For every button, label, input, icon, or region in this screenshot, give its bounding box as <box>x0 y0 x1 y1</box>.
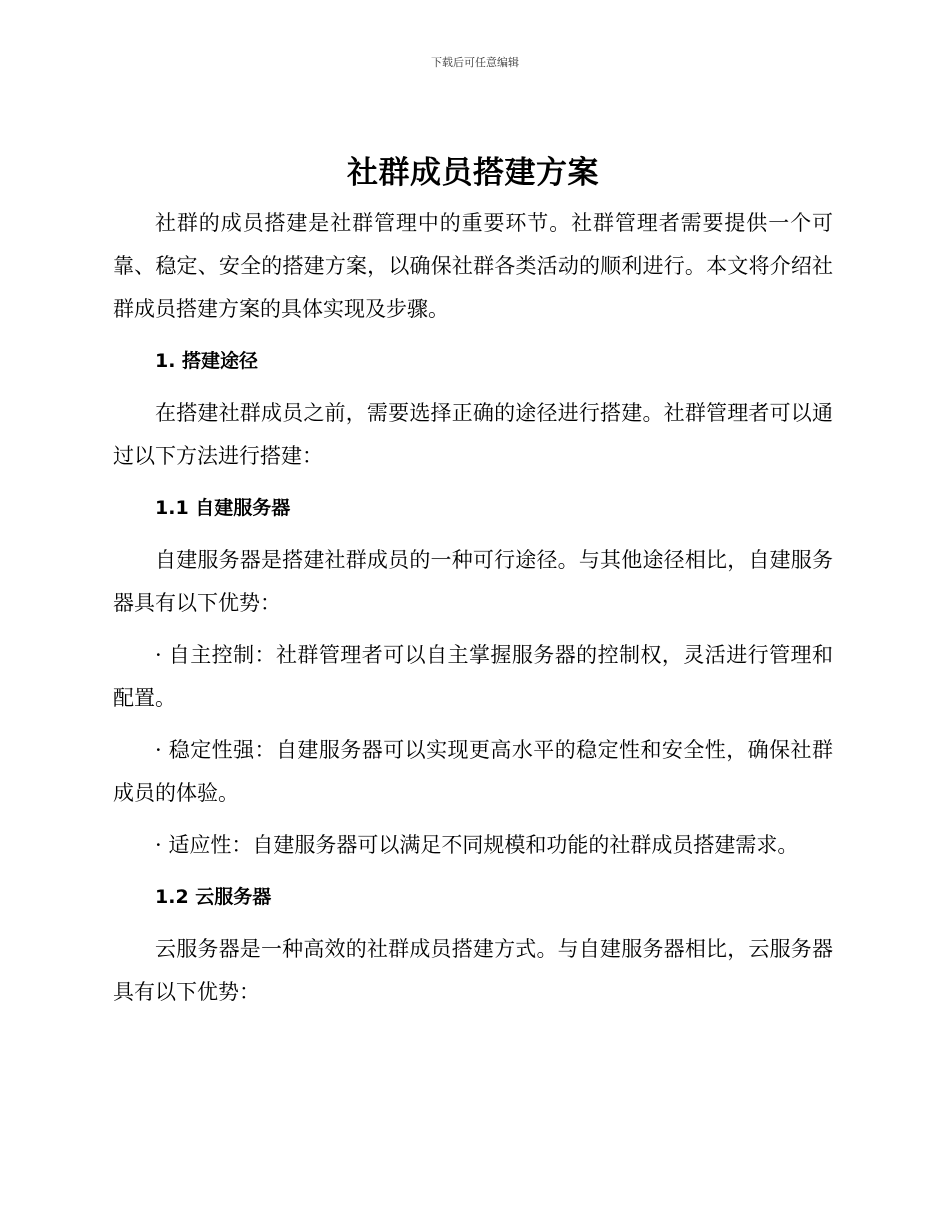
page-header-note: 下载后可任意编辑 <box>431 56 519 69</box>
section-heading-1-1: 1.1 自建服务器 <box>155 497 291 519</box>
bullet-item: · 自主控制：社群管理者可以自主掌握服务器的控制权，灵活进行管理和配置。 <box>113 643 833 710</box>
bullet-item: · 稳定性强：自建服务器可以实现更高水平的稳定性和安全性，确保社群成员的体验。 <box>113 738 833 805</box>
section-1-paragraph: 在搭建社群成员之前，需要选择正确的途径进行搭建。社群管理者可以通过以下方法进行搭建： <box>113 401 833 468</box>
section-heading-1: 1. 搭建途径 <box>155 350 259 372</box>
document-title: 社群成员搭建方案 <box>347 155 599 191</box>
document-body <box>113 150 833 1014</box>
intro-paragraph: 社群的成员搭建是社群管理中的重要环节。社群管理者需要提供一个可靠、稳定、安全的搭建方案，以确保社群各类活动的顺利进行。本文将介绍社群成员搭建方案的具体实现及步骤。 <box>113 211 833 321</box>
bullet-item: · 适应性：自建服务器可以满足不同规模和功能的社群成员搭建需求。 <box>155 833 799 857</box>
section-heading-1-2: 1.2 云服务器 <box>155 886 272 908</box>
section-1-2-paragraph: 云服务器是一种高效的社群成员搭建方式。与自建服务器相比，云服务器具有以下优势： <box>113 937 833 1004</box>
section-1-1-paragraph: 自建服务器是搭建社群成员的一种可行途径。与其他途径相比，自建服务器具有以下优势： <box>113 548 833 615</box>
